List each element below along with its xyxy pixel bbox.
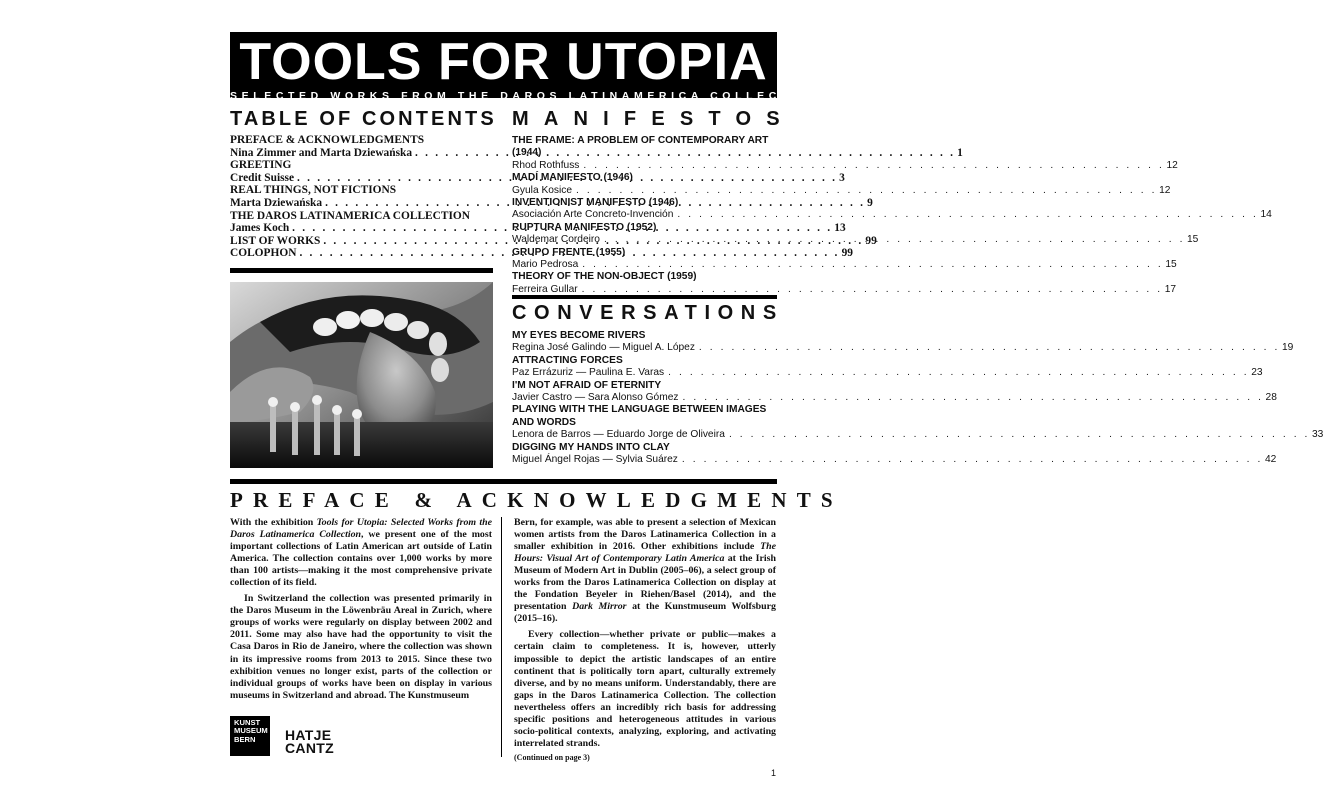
conversation-authors: Javier Castro — Sara Alonso Gómez [512, 392, 679, 404]
conversation-title: ATTRACTING FORCES [512, 354, 623, 366]
preface-column-right [514, 517, 776, 762]
dot-leader [673, 209, 1258, 221]
book-subtitle: SELECTED WORKS FROM THE DAROS LATINAMERICA COLLECTION [230, 90, 825, 102]
dot-leader [725, 429, 1310, 441]
logo-line: HATJE [285, 727, 332, 743]
toc-page-number: 13 [834, 222, 846, 235]
artwork-photo [230, 282, 493, 468]
text-run: at the Irish Museum of Modern Art in Dublin (2005–06), a select group of works from the Daros Latinamerica Collection on display at the Fondation Beyeler in Riehen/Basel (2014), and the presentation [514, 553, 776, 613]
manifesto-author: Ferreira Gullar [512, 283, 578, 295]
manifesto-title: RUPTURA MANIFESTO (1952) [512, 221, 657, 233]
conversation-page-number: 19 [1281, 342, 1294, 354]
dot-leader [678, 454, 1263, 466]
text-run: Bern, for example, was able to present a selection of Mexican women artists from the Daros Latinamerica Collection in a smaller exhibition in 2016. Other exhibitions include [514, 517, 776, 553]
toc-section-title: THE DAROS LATINAMERICA COLLECTION [230, 209, 470, 222]
page-number: 1 [771, 768, 777, 778]
text-run: at the Kunstmuseum Wolfsburg (2015–16). [514, 601, 776, 625]
toc-heading: TABLE OF CONTENTS [230, 108, 497, 130]
manifesto-line [512, 209, 1272, 221]
manifesto-author: Waldemar Cordeiro [512, 234, 600, 246]
manifesto-line [512, 259, 1177, 271]
conversation-title: I'M NOT AFRAID OF ETERNITY [512, 379, 662, 391]
manifesto-author: Asociación Arte Concreto-Invención [512, 209, 674, 221]
manifesto-page-number: 17 [1164, 283, 1177, 295]
toc-section-title: GREETING [230, 159, 292, 172]
conversation-authors: Regina José Galindo — Miguel A. López [512, 342, 695, 354]
logo-line: BERN [234, 734, 256, 744]
preface-paragraph [230, 517, 492, 589]
hatje-cantz-logo [285, 729, 334, 755]
column-divider [501, 517, 502, 757]
dot-leader [600, 234, 1185, 246]
toc-section-title: PREFACE & ACKNOWLEDGMENTS [230, 134, 425, 146]
conversation-authors: Miguel Ángel Rojas — Sylvia Suárez [512, 454, 678, 466]
toc-page-number: 99 [841, 247, 853, 260]
toc-section-title: LIST OF WORKS [230, 234, 321, 247]
conversation-page-number: 23 [1251, 367, 1263, 379]
conversations-heading: CONVERSATIONS [512, 302, 784, 324]
artwork-photo-graphic [230, 282, 493, 468]
manifesto-line [512, 184, 1171, 197]
toc-page-number: 3 [839, 171, 845, 184]
manifesto-author: Rhod Rothfuss [512, 159, 580, 171]
manifesto-title: THEORY OF THE NON-OBJECT (1959) [512, 271, 697, 283]
preface-paragraph [514, 517, 776, 625]
logo-line: CANTZ [285, 740, 334, 756]
dot-leader [578, 259, 1163, 271]
manifesto-author: Mario Pedrosa [512, 259, 579, 271]
preface-column-left [230, 517, 492, 707]
dot-leader [579, 160, 1164, 172]
conversation-line [512, 342, 1294, 354]
exhibition-title: Tools for Utopia: Selected Works from the Daros Latinamerica Collection [230, 517, 493, 541]
manifesto-page-number: 12 [1159, 184, 1171, 196]
book-title: TOOLS FOR UTOPIA [239, 33, 768, 91]
divider-rule [512, 295, 777, 299]
conversations-list [512, 330, 1323, 466]
manifesto-page-number: 14 [1260, 209, 1272, 221]
conversation-line [512, 392, 1277, 404]
text-run: , we present one of the most important collections of Latin American art outside of Latin America. The collection contains over 1,000 works by more than 100 artists—making it the most comprehensive private collection of its field. [230, 529, 492, 589]
manifesto-page-number: 15 [1165, 259, 1177, 271]
exhibition-title: Dark Mirror [572, 601, 627, 613]
dot-leader [664, 367, 1249, 379]
toc-author: James Koch [230, 222, 290, 235]
dot-leader [695, 342, 1280, 354]
manifesto-line [512, 159, 1178, 172]
conversation-authors: Paz Errázuriz — Paulina E. Varas [512, 367, 665, 379]
toc-author: Credit Suisse [230, 171, 295, 184]
manifesto-title: MADÍ MANIFESTO (1946) [512, 172, 633, 184]
preface-heading: PREFACE & ACKNOWLEDGMENTS [230, 488, 843, 512]
conversation-title: PLAYING WITH THE LANGUAGE BETWEEN IMAGES AND WORDS [512, 404, 767, 428]
logo-line: KUNST [234, 718, 261, 727]
toc-section-title: COLOPHON [230, 247, 297, 260]
toc-page-number: 99 [865, 234, 877, 247]
toc-page-number: 9 [867, 196, 873, 209]
conversation-authors: Lenora de Barros — Eduardo Jorge de Oliveira [512, 429, 725, 441]
manifesto-title: THE FRAME: A PROBLEM OF CONTEMPORARY ART (1944) [512, 135, 769, 159]
manifesto-title: GRUPO FRENTE (1955) [512, 246, 626, 258]
exhibition-title: The Hours: Visual Art of Contemporary Latin America [514, 541, 776, 565]
conversation-page-number: 42 [1264, 454, 1277, 466]
divider-rule [230, 479, 777, 484]
text-run: With the exhibition [230, 517, 317, 528]
toc-author: Nina Zimmer and Marta Dziewańska [230, 146, 413, 159]
continued-note: (Continued on page 3) [514, 752, 590, 762]
conversation-page-number: 28 [1265, 392, 1277, 404]
divider-rule [230, 268, 493, 273]
conversation-title: MY EYES BECOME RIVERS [512, 330, 646, 341]
manifesto-page-number: 12 [1166, 159, 1178, 171]
conversation-line [512, 367, 1263, 379]
toc-page-number: 1 [957, 146, 963, 159]
manifesto-title: INVENTIONIST MANIFESTO (1946) [512, 197, 679, 209]
kunstmuseum-bern-logo [230, 716, 270, 756]
manifestos-heading: MANIFESTOS [512, 108, 795, 130]
preface-paragraph: Every collection—whether private or public—makes a certain claim to completeness. It is, however, utterly impossible to depict the artistic landscapes of an entire continent that is politically torn apart, culturally extremely diverse, and by no means uniform. Understandably, there are gaps in the Daros Latinamerica Collection. The collection nevertheless offers an incredibly rich basis for addressing specific positions and heterogeneous attitudes in various socio-political contexts, analyzing, exploring, and activating interrelated strands. [514, 629, 776, 749]
conversation-page-number: 33 [1312, 429, 1323, 441]
preface-paragraph: In Switzerland the collection was presented primarily in the Daros Museum in the Löwenbräu Areal in Zurich, where groups of works were regularly on display between 2002 and 2011. Some may also have had the opportunity to visit the Casa Daros in Rio de Janeiro, where the collection was shown in its impressive rooms from 2013 to 2015. Since these two exhibition venues no longer exist, parts of the collection or individual groups of works have been on display in various museums in Switzerland and abroad. The Kunstmuseum [230, 593, 492, 701]
toc-section-title: REAL THINGS, NOT FICTIONS [230, 184, 397, 197]
toc-author: Marta Dziewańska [230, 196, 323, 209]
dot-leader [678, 392, 1263, 404]
dot-leader [572, 185, 1157, 197]
manifesto-page-number: 15 [1187, 234, 1199, 246]
masthead [230, 32, 825, 102]
logo-line: MUSEUM [234, 726, 268, 736]
manifesto-author: Gyula Kosice [512, 184, 573, 196]
conversation-line [512, 429, 1323, 441]
conversation-title: DIGGING MY HANDS INTO CLAY [512, 441, 670, 453]
conversation-line [512, 454, 1277, 466]
